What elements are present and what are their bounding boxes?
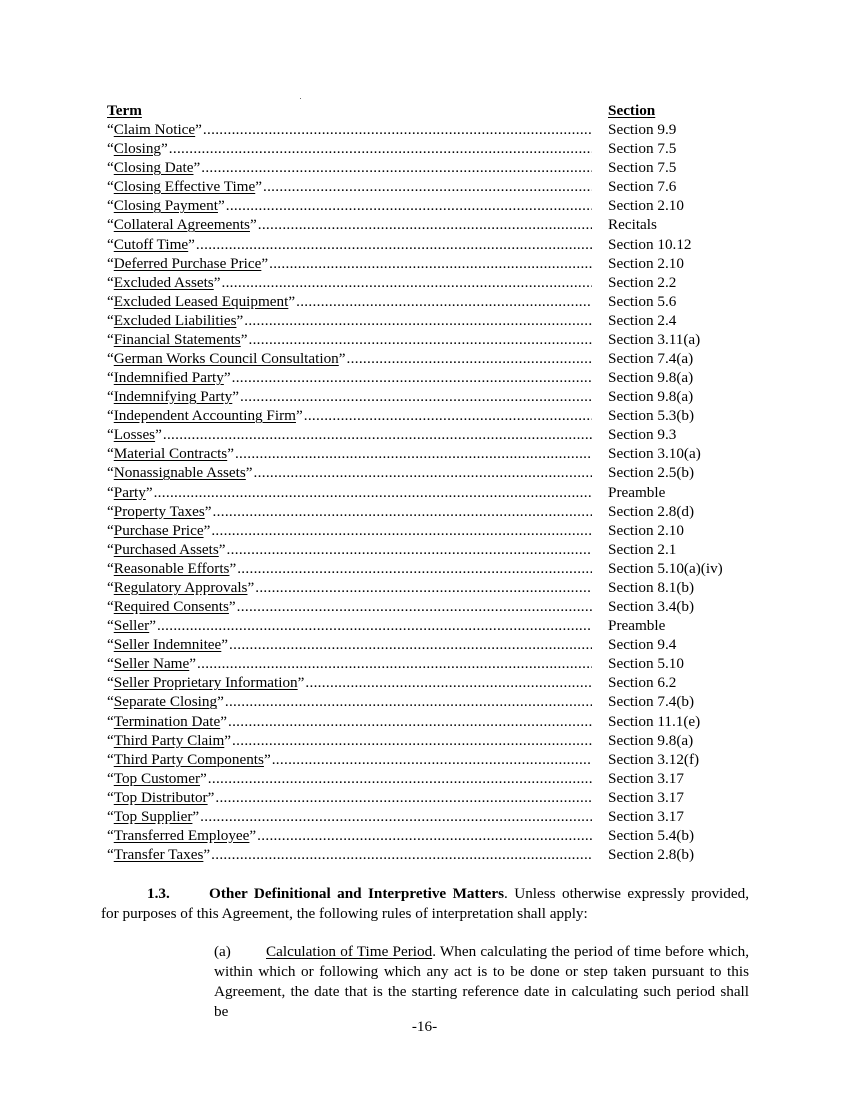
defined-term: Purchase Price [113, 521, 204, 539]
section-reference: Section 3.11(a) [608, 330, 701, 348]
definition-row: “Excluded Assets” ..... Section 2.2 [107, 273, 757, 292]
section-reference: Preamble [608, 617, 666, 635]
dot-leader [157, 616, 592, 635]
defined-term: Financial Statements [113, 330, 241, 348]
definition-row: “Material Contracts” ..... Section 3.10(a) [107, 444, 757, 463]
dot-leader [154, 483, 592, 502]
section-reference: Section 2.8(d) [608, 502, 695, 520]
defined-term: Top Supplier [113, 807, 193, 825]
dot-leader [240, 387, 592, 406]
defined-term: Independent Accounting Firm [113, 407, 296, 425]
dot-leader [227, 540, 592, 559]
definition-row: “Third Party Claim” ..... Section 9.8(a) [107, 731, 757, 750]
section-reference: Section 7.4(a) [608, 350, 694, 368]
section-column-header: Section [608, 102, 656, 119]
defined-term: Excluded Assets [113, 273, 214, 291]
definition-row: “Regulatory Approvals” ..... Section 8.1(b) [107, 578, 757, 597]
section-reference: Section 11.1(e) [608, 712, 701, 730]
definition-row: “Losses” ..... Section 9.3 [107, 425, 757, 444]
section-reference: Section 5.3(b) [608, 407, 695, 425]
definition-row: “Termination Date” ..... Section 11.1(e) [107, 712, 757, 731]
dot-leader [237, 597, 592, 616]
definition-row: “Excluded Liabilities” ..... Section 2.4 [107, 311, 757, 330]
defined-term: Separate Closing [113, 693, 218, 711]
definition-row: “Indemnified Party” ..... Section 9.8(a) [107, 368, 757, 387]
dot-leader [269, 254, 592, 273]
section-heading: Other Definitional and Interpretive Matters [209, 885, 505, 902]
defined-term: German Works Council Consultation [113, 350, 339, 368]
section-reference: Section 2.10 [608, 254, 684, 272]
section-reference: Section 9.3 [608, 426, 677, 444]
dot-leader [254, 463, 592, 482]
definition-row: “Closing” ..... Section 7.5 [107, 139, 757, 158]
definition-row: “Seller” ..... Preamble [107, 616, 757, 635]
definition-row: “Property Taxes” ..... Section 2.8(d) [107, 502, 757, 521]
definition-row: “Top Distributor” ..... Section 3.17 [107, 788, 757, 807]
section-reference: Section 8.1(b) [608, 578, 695, 596]
section-reference: Section 9.8(a) [608, 369, 694, 387]
defined-term: Excluded Leased Equipment [113, 292, 289, 310]
definition-row: “Separate Closing” ..... Section 7.4(b) [107, 692, 757, 711]
defined-term: Nonassignable Assets [113, 464, 246, 482]
definition-row: “Claim Notice” ..... Section 9.9 [107, 120, 757, 139]
section-reference: Section 2.10 [608, 521, 684, 539]
dot-leader [203, 120, 592, 139]
dot-leader [213, 502, 592, 521]
dot-leader [248, 330, 592, 349]
dot-leader [211, 845, 592, 864]
definition-row: “Reasonable Efforts” ..... Section 5.10(a)(iv) [107, 559, 757, 578]
section-reference: Section 3.10(a) [608, 445, 701, 463]
dot-leader [305, 673, 592, 692]
definition-row: “Third Party Components” ..... Section 3.12(f) [107, 750, 757, 769]
stray-dot-mark [300, 98, 301, 99]
definition-row: “Transferred Employee” ..... Section 5.4(b) [107, 826, 757, 845]
definition-row: “Closing Effective Time” ..... Section 7.6 [107, 177, 757, 196]
dot-leader [304, 406, 592, 425]
definition-row: “Party” ..... Preamble [107, 483, 757, 502]
definition-row: “Closing Date” ..... Section 7.5 [107, 158, 757, 177]
definition-row: “Purchase Price” ..... Section 2.10 [107, 521, 757, 540]
dot-leader [257, 826, 592, 845]
section-reference: Section 2.8(b) [608, 846, 695, 864]
subsection-heading: Calculation of Time Period [266, 943, 433, 960]
section-reference: Section 2.4 [608, 311, 677, 329]
section-reference: Section 2.1 [608, 540, 677, 558]
section-number: 1.3. [147, 885, 170, 902]
definition-row: “Indemnifying Party” ..... Section 9.8(a) [107, 387, 757, 406]
section-reference: Section 5.10 [608, 655, 684, 673]
dot-leader [235, 444, 592, 463]
defined-term: Deferred Purchase Price [113, 254, 262, 272]
defined-term: Indemnifying Party [113, 388, 233, 406]
section-reference: Section 5.4(b) [608, 826, 695, 844]
definition-row: “Top Customer” ..... Section 3.17 [107, 769, 757, 788]
section-reference: Section 7.4(b) [608, 693, 695, 711]
section-reference: Section 7.6 [608, 178, 677, 196]
defined-term: Transferred Employee [113, 826, 250, 844]
dot-leader [232, 731, 592, 750]
defined-term: Collateral Agreements [113, 216, 250, 234]
dot-leader [258, 215, 592, 234]
defined-term: Closing Payment [113, 197, 218, 215]
dot-leader [226, 196, 592, 215]
defined-term: Top Distributor [113, 788, 208, 806]
defined-term: Excluded Liabilities [113, 311, 237, 329]
section-reference: Section 7.5 [608, 140, 677, 158]
definitions-header-row [107, 101, 757, 120]
definition-row: “Cutoff Time” ..... Section 10.12 [107, 235, 757, 254]
definition-row: “Independent Accounting Firm” ..... Section 5.3(b) [107, 406, 757, 425]
section-reference: Section 3.17 [608, 788, 684, 806]
section-1-3-paragraph [101, 884, 749, 924]
defined-term: Reasonable Efforts [113, 559, 230, 577]
defined-term: Required Consents [113, 598, 229, 616]
section-reference: Section 3.17 [608, 769, 684, 787]
dot-leader [221, 273, 592, 292]
section-body-text: . Unless otherwise expressly provided, for purposes of this Agreement, the following rules of interpretation shall apply: [101, 885, 749, 922]
dot-leader [196, 235, 592, 254]
defined-term: Claim Notice [113, 121, 196, 139]
dot-leader [215, 788, 592, 807]
section-reference: Recitals [608, 216, 657, 234]
defined-term: Termination Date [113, 712, 221, 730]
defined-term: Third Party Components [113, 750, 264, 768]
term-column-header: Term [107, 102, 142, 119]
definition-row: “Deferred Purchase Price” ..... Section 2.10 [107, 254, 757, 273]
dot-leader [347, 349, 592, 368]
defined-term: Seller Name [113, 655, 190, 673]
defined-term: Purchased Assets [113, 540, 219, 558]
definition-row: “Seller Name” ..... Section 5.10 [107, 654, 757, 673]
section-reference: Section 9.8(a) [608, 388, 694, 406]
dot-leader [201, 158, 592, 177]
dot-leader [272, 750, 592, 769]
subsection-a-paragraph [148, 942, 749, 1022]
definition-row: “German Works Council Consultation” ..... Section 7.4(a) [107, 349, 757, 368]
defined-term: Party [113, 483, 146, 501]
defined-term: Closing Effective Time [113, 178, 256, 196]
dot-leader [208, 769, 592, 788]
section-reference: Section 9.9 [608, 121, 677, 139]
defined-term: Third Party Claim [113, 731, 225, 749]
dot-leader [200, 807, 592, 826]
section-reference: Section 2.10 [608, 197, 684, 215]
definition-row: “Financial Statements” ..... Section 3.11(a) [107, 330, 757, 349]
dot-leader [229, 635, 592, 654]
definition-row: “Seller Indemnitee” ..... Section 9.4 [107, 635, 757, 654]
defined-term: Losses [113, 426, 156, 444]
definition-row: “Seller Proprietary Information” ..... Section 6.2 [107, 673, 757, 692]
defined-term: Seller Proprietary Information [113, 674, 298, 692]
dot-leader [225, 692, 592, 711]
section-reference: Section 6.2 [608, 674, 677, 692]
definition-row: “Excluded Leased Equipment” ..... Section 5.6 [107, 292, 757, 311]
page-number: -16- [411, 1018, 438, 1035]
defined-term: Transfer Taxes [113, 846, 204, 864]
definitions-list [107, 120, 757, 864]
definition-row: “Purchased Assets” ..... Section 2.1 [107, 540, 757, 559]
defined-term: Seller [113, 617, 150, 635]
section-reference: Section 3.4(b) [608, 598, 695, 616]
dot-leader [211, 521, 592, 540]
definition-row: “Top Supplier” ..... Section 3.17 [107, 807, 757, 826]
defined-term: Cutoff Time [113, 235, 189, 253]
section-reference: Section 5.10(a)(iv) [608, 559, 723, 577]
dot-leader [169, 139, 592, 158]
dot-leader [237, 559, 592, 578]
definition-row: “Closing Payment” ..... Section 2.10 [107, 196, 757, 215]
section-reference: Section 7.5 [608, 159, 677, 177]
dot-leader [163, 425, 592, 444]
definition-row: “Required Consents” ..... Section 3.4(b) [107, 597, 757, 616]
defined-term: Closing Date [113, 159, 194, 177]
subsection-body-text: . When calculating the period of time before which, within which or following which any act is to be done or step taken pursuant to this Agreement, the date that is the starting reference date in calculating such period shall be [214, 943, 750, 1020]
dot-leader [197, 654, 592, 673]
section-reference: Section 10.12 [608, 235, 692, 253]
section-reference: Section 9.4 [608, 636, 677, 654]
defined-term: Property Taxes [113, 502, 205, 520]
definition-row: “Nonassignable Assets” ..... Section 2.5(b) [107, 463, 757, 482]
defined-term: Top Customer [113, 769, 201, 787]
dot-leader [255, 578, 592, 597]
definitions-index-table [107, 101, 757, 864]
defined-term: Regulatory Approvals [113, 578, 248, 596]
dot-leader [228, 712, 592, 731]
section-reference: Section 3.12(f) [608, 750, 700, 768]
dot-leader [263, 177, 592, 196]
section-reference: Section 2.5(b) [608, 464, 695, 482]
subsection-label: (a) [214, 943, 231, 960]
section-reference: Section 2.2 [608, 273, 677, 291]
defined-term: Material Contracts [113, 445, 228, 463]
dot-leader [244, 311, 592, 330]
defined-term: Closing [113, 140, 162, 158]
section-reference: Preamble [608, 483, 666, 501]
defined-term: Indemnified Party [113, 369, 224, 387]
dot-leader [296, 292, 592, 311]
section-reference: Section 3.17 [608, 807, 684, 825]
defined-term: Seller Indemnitee [113, 636, 222, 654]
dot-leader [232, 368, 592, 387]
definition-row: “Transfer Taxes” ..... Section 2.8(b) [107, 845, 757, 864]
section-reference: Section 9.8(a) [608, 731, 694, 749]
definition-row: “Collateral Agreements” ..... Recitals [107, 215, 757, 234]
section-reference: Section 5.6 [608, 292, 677, 310]
